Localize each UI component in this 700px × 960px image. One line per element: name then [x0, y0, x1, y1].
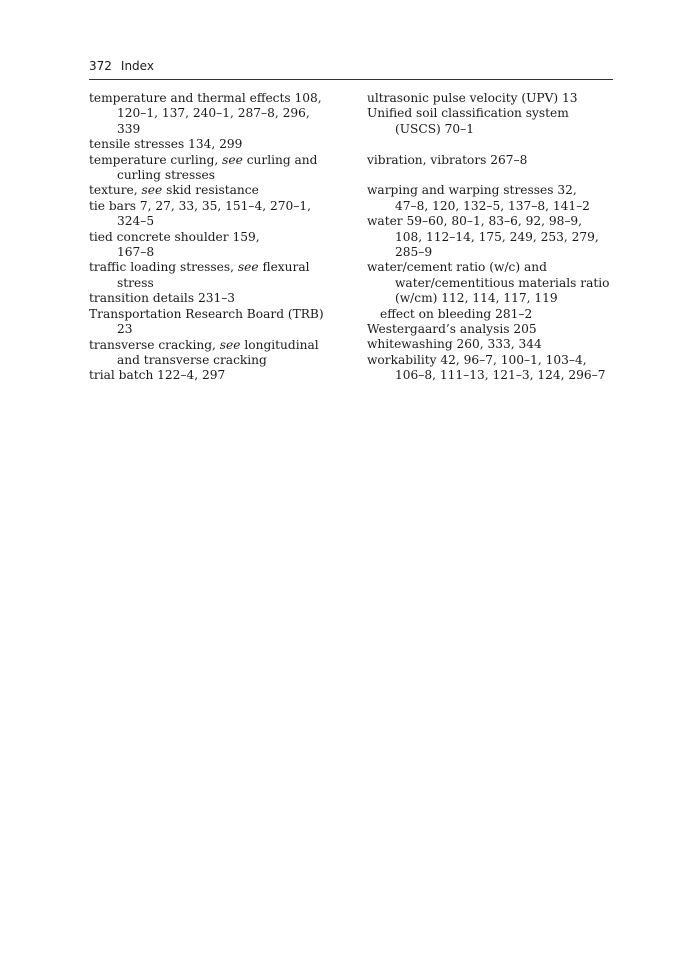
- running-head: [89, 57, 613, 80]
- entry-line: transition details 231–3: [89, 291, 236, 306]
- entry-line: 285–9: [395, 245, 433, 260]
- entry-line: 108, 112–14, 175, 249, 253, 279,: [395, 229, 599, 244]
- entry-line: 120–1, 137, 240–1, 287–8, 296,: [117, 106, 310, 121]
- index-entry: [89, 199, 347, 230]
- index-entry: [367, 353, 617, 384]
- entry-line: 106–8, 111–13, 121–3, 124, 296–7: [395, 368, 606, 383]
- index-entry: [89, 260, 347, 291]
- entry-text: temperature curling,: [89, 152, 223, 167]
- entry-line: 339: [117, 121, 141, 136]
- entry-line: and transverse cracking: [117, 352, 267, 367]
- index-entry: [89, 291, 347, 306]
- entry-line: stress: [117, 275, 154, 290]
- index-column-right: [367, 91, 617, 384]
- see-reference: see: [222, 152, 243, 167]
- entry-line: ultrasonic pulse velocity (UPV) 13: [367, 91, 578, 105]
- index-entry: [89, 338, 347, 369]
- see-reference: see: [219, 337, 241, 352]
- entry-line: trial batch 122–4, 297: [89, 368, 226, 383]
- entry-line: 23: [117, 322, 133, 337]
- entry-line: effect on bleeding 281–2: [380, 306, 533, 321]
- entry-line: tie bars 7, 27, 33, 35, 151–4, 270–1,: [89, 198, 312, 213]
- entry-text: traffic loading stresses,: [89, 260, 238, 275]
- entry-text: longitudinal: [240, 337, 319, 352]
- index-entry: [89, 153, 347, 184]
- entry-line: [89, 338, 347, 353]
- entry-line: tensile stresses 134, 299: [89, 137, 243, 152]
- entry-line: 167–8: [117, 245, 155, 260]
- entry-text: skid resistance: [162, 183, 259, 198]
- entry-line: temperature and thermal effects 108,: [89, 91, 322, 105]
- index-entry: [89, 91, 347, 137]
- entry-line: vibration, vibrators 267–8: [367, 152, 528, 167]
- entry-text: flexural: [258, 260, 310, 275]
- index-entry: [89, 137, 347, 152]
- index-entry: [367, 260, 617, 306]
- entry-line: workability 42, 96–7, 100–1, 103–4,: [367, 352, 587, 367]
- see-reference: see: [141, 183, 163, 198]
- entry-line: (w/cm) 112, 114, 117, 119: [395, 291, 558, 306]
- entry-line: curling stresses: [117, 168, 215, 183]
- entry-line: whitewashing 260, 333, 344: [367, 337, 542, 352]
- see-reference: see: [237, 260, 259, 275]
- index-entry: [367, 214, 617, 260]
- index-entry: [367, 183, 617, 214]
- index-entry: [367, 322, 617, 337]
- index-entry: [367, 153, 617, 168]
- index-entry: [89, 368, 347, 383]
- page-number: 372: [89, 59, 112, 73]
- entry-line: Transportation Research Board (TRB): [89, 306, 324, 321]
- entry-line: water/cement ratio (w/c) and: [367, 260, 547, 275]
- entry-line: (USCS) 70–1: [395, 121, 475, 136]
- index-entry: [89, 307, 347, 338]
- entry-line: [89, 260, 347, 275]
- index-subentry: [367, 307, 617, 322]
- entry-line: warping and warping stresses 32,: [367, 183, 577, 198]
- index-column-left: [89, 91, 347, 384]
- entry-text: transverse cracking,: [89, 337, 220, 352]
- entry-line: Unified soil classification system: [367, 106, 569, 121]
- entry-line: water 59–60, 80–1, 83–6, 92, 98–9,: [367, 214, 583, 229]
- index-entry: [89, 230, 347, 261]
- entry-text: texture,: [89, 183, 142, 198]
- entry-line: [89, 183, 347, 198]
- index-entry: [367, 337, 617, 352]
- entry-line: 324–5: [117, 214, 155, 229]
- entry-line: 47–8, 120, 132–5, 137–8, 141–2: [395, 198, 590, 213]
- entry-line: water/cementitious materials ratio: [395, 275, 610, 290]
- entry-text: curling and: [242, 152, 318, 167]
- index-entry: [367, 106, 617, 137]
- running-head-title: Index: [120, 59, 154, 73]
- entry-line: Westergaard’s analysis 205: [367, 322, 537, 337]
- entry-line: tied concrete shoulder 159,: [89, 229, 260, 244]
- index-entry: [367, 91, 617, 106]
- entry-line: [89, 153, 347, 168]
- index-entry: [89, 183, 347, 198]
